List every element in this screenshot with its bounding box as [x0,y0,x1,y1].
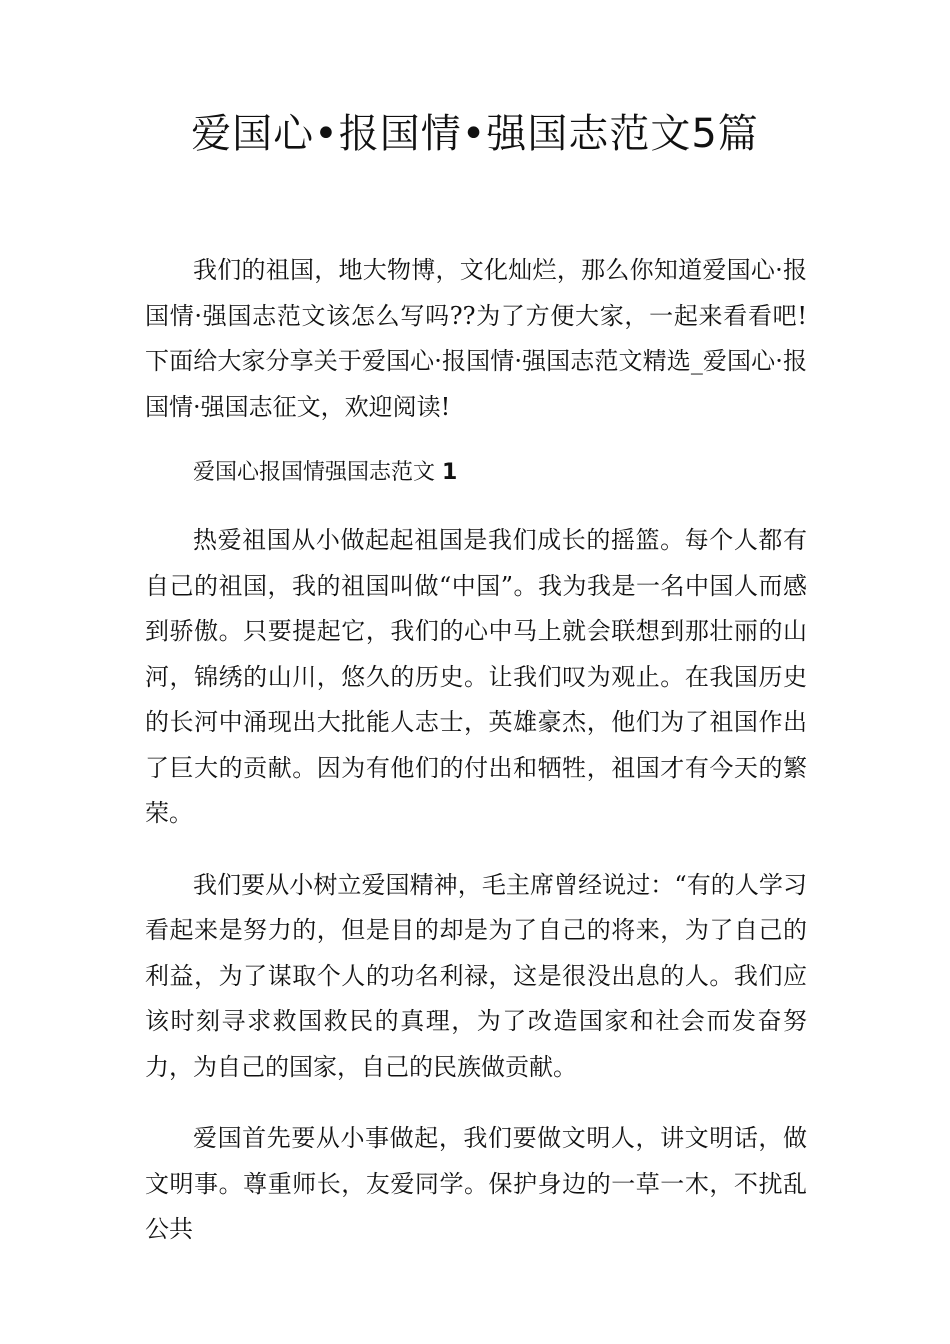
body-paragraph-1: 热爱祖国从小做起起祖国是我们成长的摇篮。每个人都有自己的祖国，我的祖国叫做“中国”。我为我是一名中国人而感到骄傲。只要提起它，我们的心中马上就会联想到那壮丽的山河，锦绣的山川，悠久的历史。让我们叹为观止。在我国历史的长河中涌现出大批能人志士，英雄豪杰，他们为了祖国作出了巨大的贡献。因为有他们的付出和牺牲，祖国才有今天的繁荣。 [145,526,807,827]
section-heading-text: 爱国心报国情强国志范文 [193,460,436,485]
body-paragraph-2: 我们要从小树立爱国精神，毛主席曾经说过：“有的人学习看起来是努力的，但是目的却是为了自己的将来，为了自己的利益，为了谋取个人的功名利禄，这是很没出息的人。我们应该时刻寻求救国救民的真理，为了改造国家和社会而发奋努力，为自己的国家，自己的民族做贡献。 [145,870,807,1081]
intro-paragraph: 我们的祖国，地大物博，文化灿烂，那么你知道爱国心·报国情·强国志范文该怎么写吗??为了方便大家，一起来看看吧!下面给大家分享关于爱国心·报国情·强国志范文精选_爱国心·报国情·强国志征文，欢迎阅读! [145,256,807,421]
section-heading [145,458,807,488]
document-body [145,248,807,1253]
body-paragraph-3: 爱国首先要从小事做起，我们要做文明人，讲文明话，做文明事。尊重师长，友爱同学。保护身边的一草一木，不扰乱公共 [145,1124,807,1243]
document-title: 爱国心•报国情•强国志范文5篇 [191,111,759,157]
section-heading-number: 1 [442,460,458,485]
